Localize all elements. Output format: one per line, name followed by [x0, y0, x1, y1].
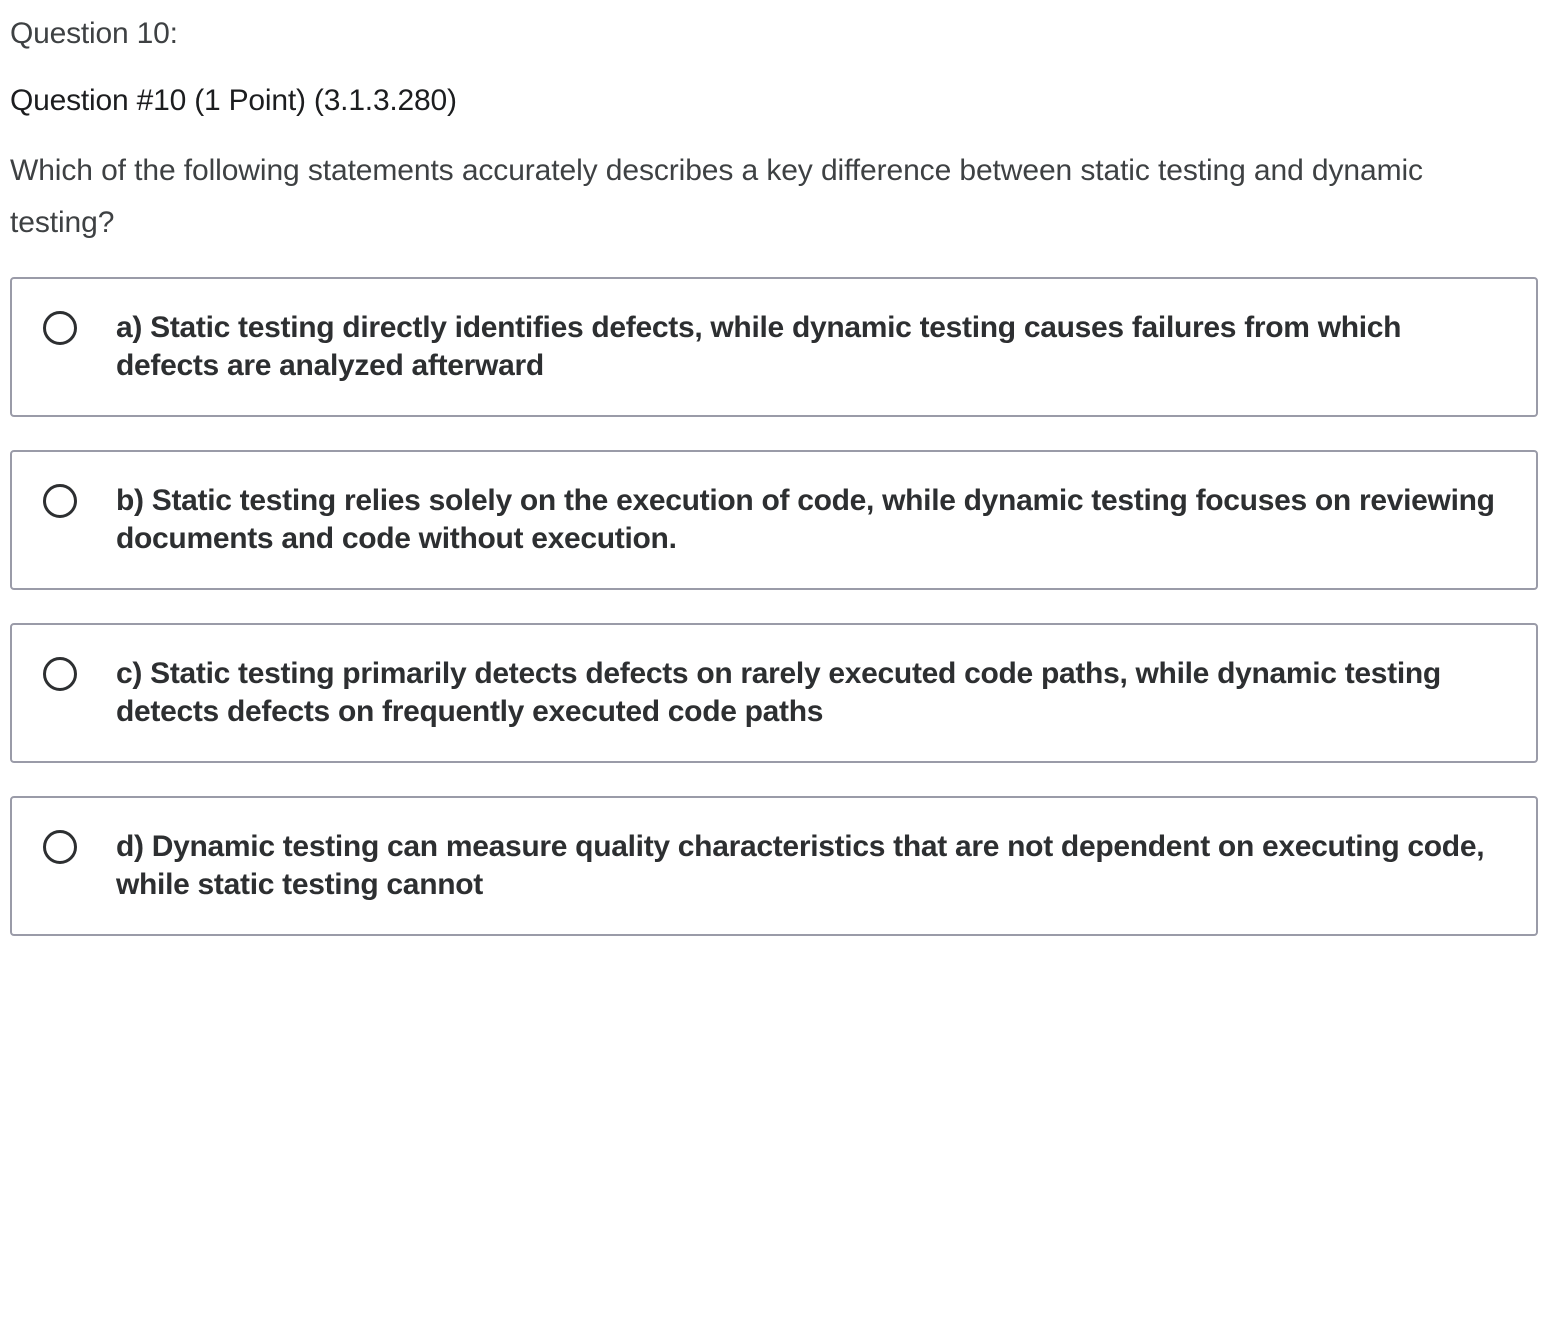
- answer-option-c[interactable]: [10, 623, 1538, 763]
- answer-list: [10, 277, 1538, 969]
- answer-label: d) Dynamic testing can measure quality characteristics that are not dependent on executing code, while static testing cannot: [116, 830, 1485, 901]
- radio-button-icon[interactable]: [43, 311, 77, 345]
- answer-label: b) Static testing relies solely on the execution of code, while dynamic testing focuses on reviewing documents and code without execution.: [116, 484, 1495, 555]
- radio-button-icon[interactable]: [43, 657, 77, 691]
- answer-label: a) Static testing directly identifies defects, while dynamic testing causes failures from which defects are analyzed afterward: [116, 311, 1402, 382]
- answer-option-d[interactable]: [10, 796, 1538, 936]
- question-text: Which of the following statements accurately describes a key difference between static testing and dynamic testing?: [10, 154, 1423, 239]
- answer-option-a[interactable]: [10, 277, 1538, 417]
- question-id: Question #10 (1 Point) (3.1.3.280): [10, 84, 457, 117]
- radio-button-icon[interactable]: [43, 484, 77, 518]
- answer-label: c) Static testing primarily detects defects on rarely executed code paths, while dynamic testing detects defects on frequently executed code paths: [116, 657, 1441, 728]
- question-number: Question 10:: [10, 17, 178, 50]
- answer-option-b[interactable]: [10, 450, 1538, 590]
- radio-button-icon[interactable]: [43, 830, 77, 864]
